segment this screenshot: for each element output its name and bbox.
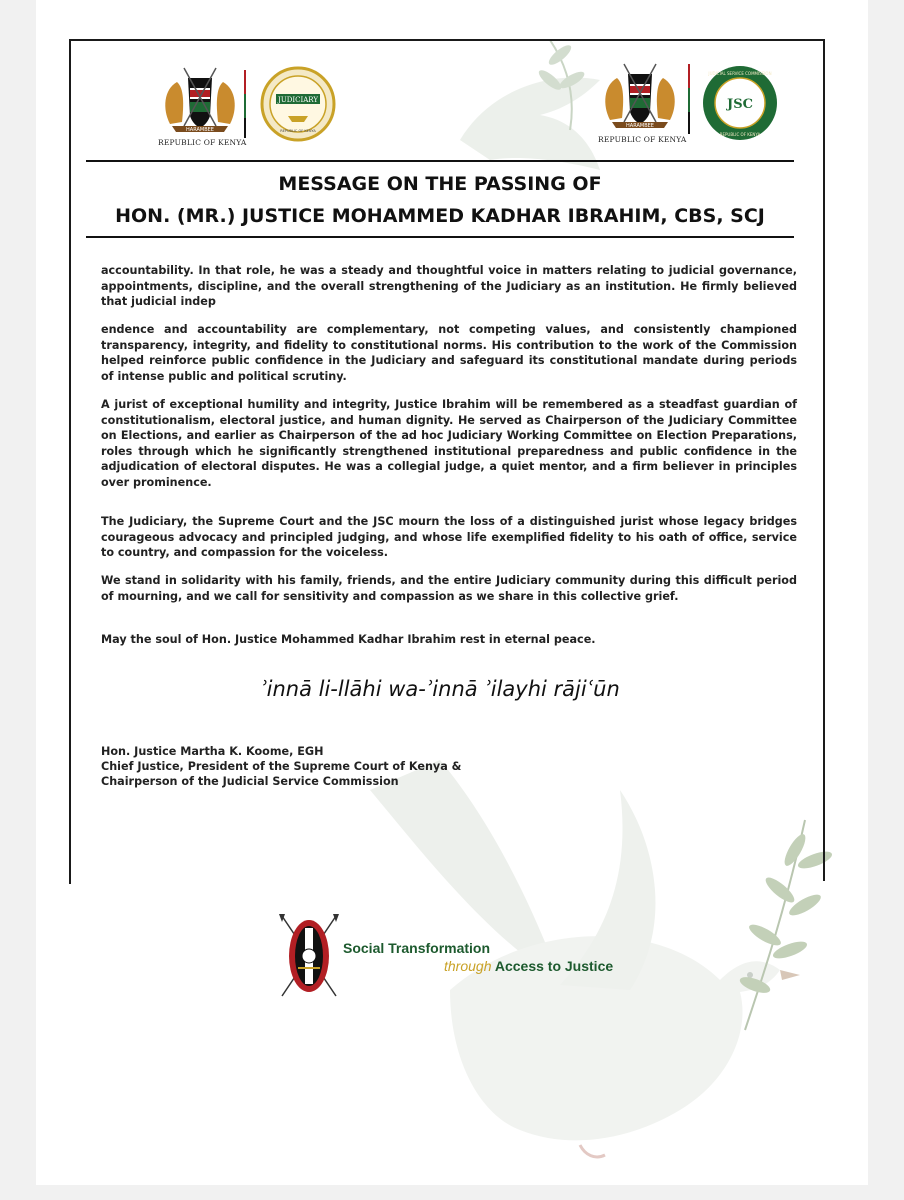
svg-text:REPUBLIC OF KENYA: REPUBLIC OF KENYA xyxy=(719,132,761,137)
logo-divider-left-red xyxy=(244,70,246,94)
body-paragraph: The Judiciary, the Supreme Court and the JSC mourn the loss of a distinguished jurist whose legacy bridges courageous advocacy and principled judging, and whose life exemplified fidelity to his oath of office, service to country, and compassion for the voiceless. xyxy=(101,515,797,560)
signature-title-line2: Chairperson of the Judicial Service Commission xyxy=(101,775,399,788)
body-paragraph: May the soul of Hon. Justice Mohammed Kadhar Ibrahim rest in eternal peace. xyxy=(101,633,596,646)
logo-divider-right-green xyxy=(688,88,690,112)
frame-left-edge xyxy=(69,760,71,884)
svg-text:HARAMBEE: HARAMBEE xyxy=(186,127,214,133)
jsc-seal-icon xyxy=(700,64,780,142)
slogan-through: through xyxy=(444,958,492,974)
judiciary-shield-spears-icon xyxy=(276,912,342,1000)
page-title-line1: MESSAGE ON THE PASSING OF xyxy=(278,173,602,195)
kenya-coat-of-arms-right-icon xyxy=(592,60,688,132)
body-paragraph: endence and accountability are complementary, not competing values, and consistently championed transparency, integrity, and fidelity to constitutional norms. His contribution to the work of the Commission helped reinforce public confidence in the Judiciary and safeguard its constitutional mandate during periods of intense public and political scrutiny. xyxy=(101,323,797,383)
body-paragraph: accountability. In that role, he was a steady and thoughtful voice in matters relating to judicial governance, appointments, discipline, and the overall strengthening of the Judiciary as an institution. He firmly believed that judicial indep xyxy=(101,264,797,309)
logo-divider-right-red xyxy=(688,64,690,88)
svg-text:JUDICIARY: JUDICIARY xyxy=(278,96,318,104)
body-paragraph: We stand in solidarity with his family, friends, and the entire Judiciary community during this difficult period of mourning, and we call for sensitivity and compassion as we share in this collective grief. xyxy=(101,574,797,603)
svg-text:JUDICIAL SERVICE COMMISSION: JUDICIAL SERVICE COMMISSION xyxy=(708,71,772,76)
logo-divider-left-black xyxy=(244,118,246,138)
slogan-access-to-justice: Access to Justice xyxy=(491,958,614,974)
title-rule-bottom xyxy=(86,236,794,238)
coat-of-arms-caption-left: REPUBLIC OF KENYA xyxy=(158,138,247,147)
page-title-line2: HON. (MR.) JUSTICE MOHAMMED KADHAR IBRAHIM, CBS, SCJ xyxy=(115,205,765,227)
svg-text:JSC: JSC xyxy=(727,97,753,112)
signature-title-line1: Chief Justice, President of the Supreme Court of Kenya & xyxy=(101,760,462,773)
logo-divider-right-black xyxy=(688,112,690,134)
judiciary-seal-icon xyxy=(258,66,338,142)
kenya-coat-of-arms-left-icon xyxy=(152,64,248,136)
signature-name: Hon. Justice Martha K. Koome, EGH xyxy=(101,745,324,758)
svg-text:HARAMBEE: HARAMBEE xyxy=(626,123,654,129)
arabic-phrase: ʾinnā li-llāhi wa-ʾinnā ʾilayhi rājiʿūn xyxy=(260,677,620,701)
slogan-line2 xyxy=(444,958,613,974)
slogan-line1: Social Transformation xyxy=(343,940,491,956)
body-paragraph: A jurist of exceptional humility and integrity, Justice Ibrahim will be remembered as a steadfast guardian of constitutionalism, electoral justice, and human dignity. He served as Chairperson of the Judiciary Committee on Elections, and earlier as Chairperson of the ad hoc Judiciary Working Committee on Election Preparations, roles through which he significantly strengthened institutional preparedness and public confidence in the adjudication of electoral disputes. He was a collegial judge, a quiet mentor, and a firm believer in principles over prominence. xyxy=(101,398,797,489)
svg-text:REPUBLIC OF KENYA: REPUBLIC OF KENYA xyxy=(280,129,316,133)
logo-divider-left-green xyxy=(244,94,246,118)
title-rule-top xyxy=(86,160,794,162)
coat-of-arms-caption-right: REPUBLIC OF KENYA xyxy=(598,135,687,144)
